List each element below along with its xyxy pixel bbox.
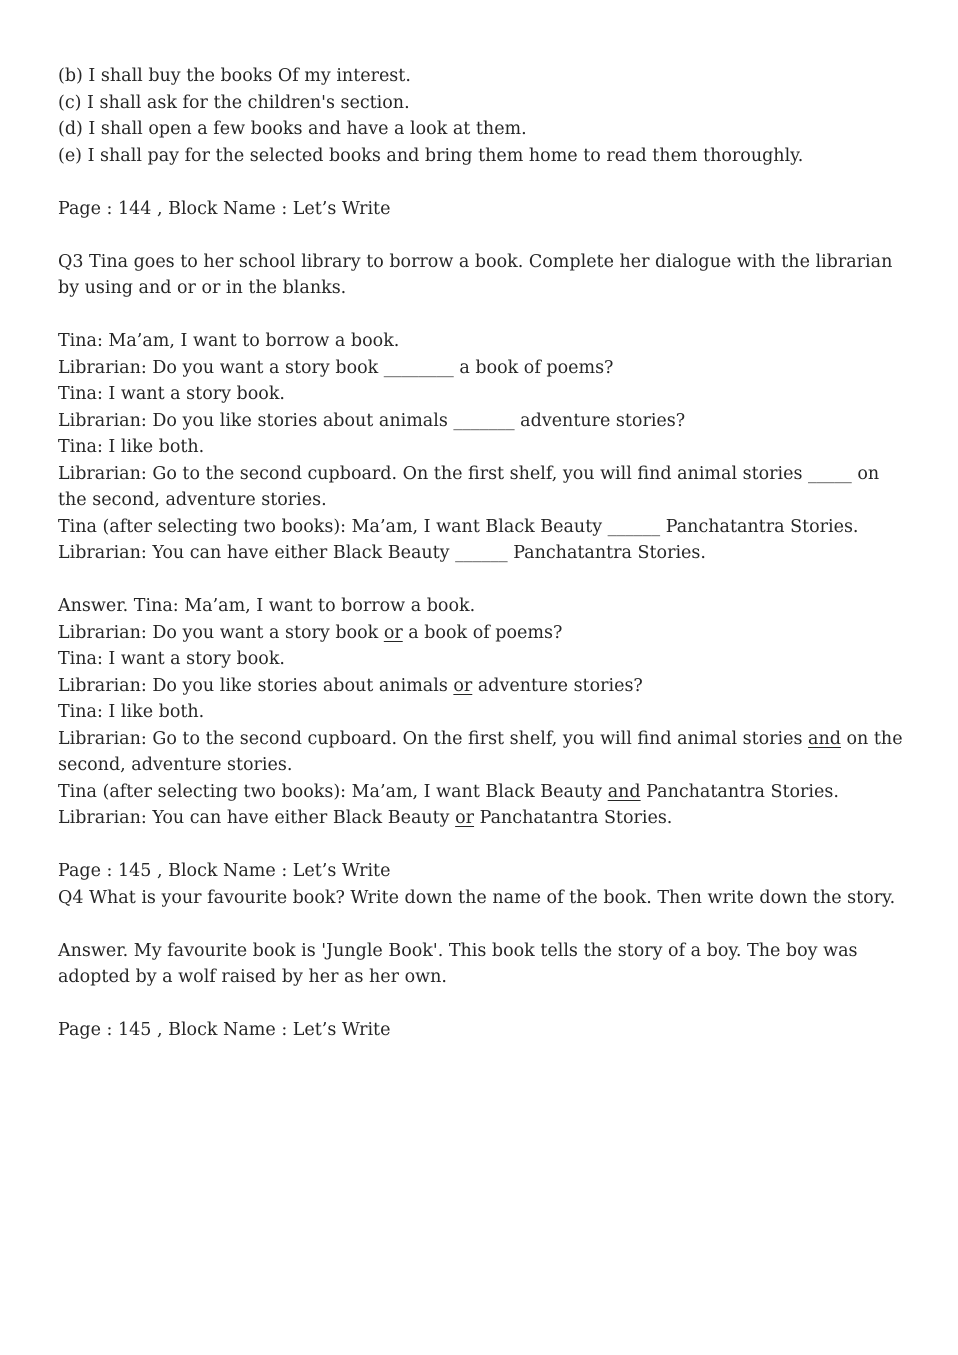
spacer	[58, 302, 908, 329]
answer-text: adventure stories?	[472, 675, 643, 696]
page-reference: Page : 144 , Block Name : Let’s Write	[58, 198, 391, 219]
dialogue-line: Tina: I want a story book.	[58, 384, 285, 404]
document-page	[58, 63, 908, 1044]
spacer	[58, 911, 908, 938]
answer-filled-word: or	[455, 808, 475, 828]
spacer	[58, 169, 908, 196]
answer-line	[58, 593, 908, 620]
answer-line	[58, 699, 908, 726]
answer-text: on the second, adventure stories.	[58, 728, 903, 775]
dialogue-line: Librarian: Go to the second cupboard. On the first shelf, you will find animal stories _____ on the second, adventure stories.	[58, 463, 880, 510]
dialogue-line: Librarian: Do you want a story book ________ a book of poems?	[58, 357, 614, 378]
dialogue-line: Tina: Ma’am, I want to borrow a book.	[58, 331, 400, 351]
answer-text: Librarian: Do you want a story book	[58, 622, 384, 643]
answer-line	[58, 779, 908, 806]
dialogue-line: Librarian: Do you like stories about animals _______ adventure stories?	[58, 410, 686, 431]
spacer	[58, 832, 908, 859]
answer-text: Answer. Tina: Ma’am, I want to borrow a book.	[58, 596, 476, 616]
answer-text: a book of poems?	[402, 622, 563, 643]
spacer	[58, 567, 908, 594]
page-reference: Page : 145 , Block Name : Let’s Write	[58, 861, 391, 881]
answer-filled-word: or	[383, 622, 403, 643]
answer-text: Panchatantra Stories.	[474, 808, 673, 828]
option-c: (c) I shall ask for the children's section.	[58, 92, 410, 113]
spacer	[58, 991, 908, 1018]
answer-text: Tina: I like both.	[58, 702, 205, 722]
answer-filled-word: and	[607, 781, 641, 802]
answer-text: Librarian: You can have either Black Beauty	[58, 808, 456, 828]
spacer	[58, 222, 908, 249]
answer-filled-word: and	[808, 728, 841, 749]
answer-4: Answer. My favourite book is 'Jungle Book'. This book tells the story of a boy. The boy was adopted by a wolf raised by her as her own.	[58, 940, 858, 987]
answer-text: Librarian: Do you like stories about animals	[58, 675, 454, 696]
answer-text: Panchatantra Stories.	[640, 781, 839, 802]
page-reference: Page : 145 , Block Name : Let’s Write	[58, 1020, 391, 1040]
answer-line	[58, 673, 908, 700]
dialogue-line: Librarian: You can have either Black Beauty ______ Panchatantra Stories.	[58, 543, 706, 563]
answer-text: Tina (after selecting two books): Ma’am, I want Black Beauty	[58, 781, 608, 802]
answer-filled-word: or	[453, 675, 473, 696]
dialogue-line: Tina (after selecting two books): Ma’am, I want Black Beauty ______ Panchatantra Stories.	[58, 516, 859, 537]
answer-text: Librarian: Go to the second cupboard. On the first shelf, you will find animal stories	[58, 728, 809, 749]
answer-line	[58, 646, 908, 673]
option-b: (b) I shall buy the books Of my interest.	[58, 66, 411, 86]
answer-text: Tina: I want a story book.	[58, 649, 285, 669]
option-e: (e) I shall pay for the selected books and bring them home to read them thoroughly.	[58, 145, 804, 166]
answer-line	[58, 620, 908, 647]
answer-line	[58, 805, 908, 832]
dialogue-line: Tina: I like both.	[58, 437, 205, 457]
question-3: Q3 Tina goes to her school library to borrow a book. Complete her dialogue with the librarian by using and or or in the blanks.	[58, 251, 893, 298]
answer-line	[58, 726, 908, 779]
question-4: Q4 What is your favourite book? Write down the name of the book. Then write down the story.	[58, 887, 896, 908]
option-d: (d) I shall open a few books and have a look at them.	[58, 119, 527, 139]
